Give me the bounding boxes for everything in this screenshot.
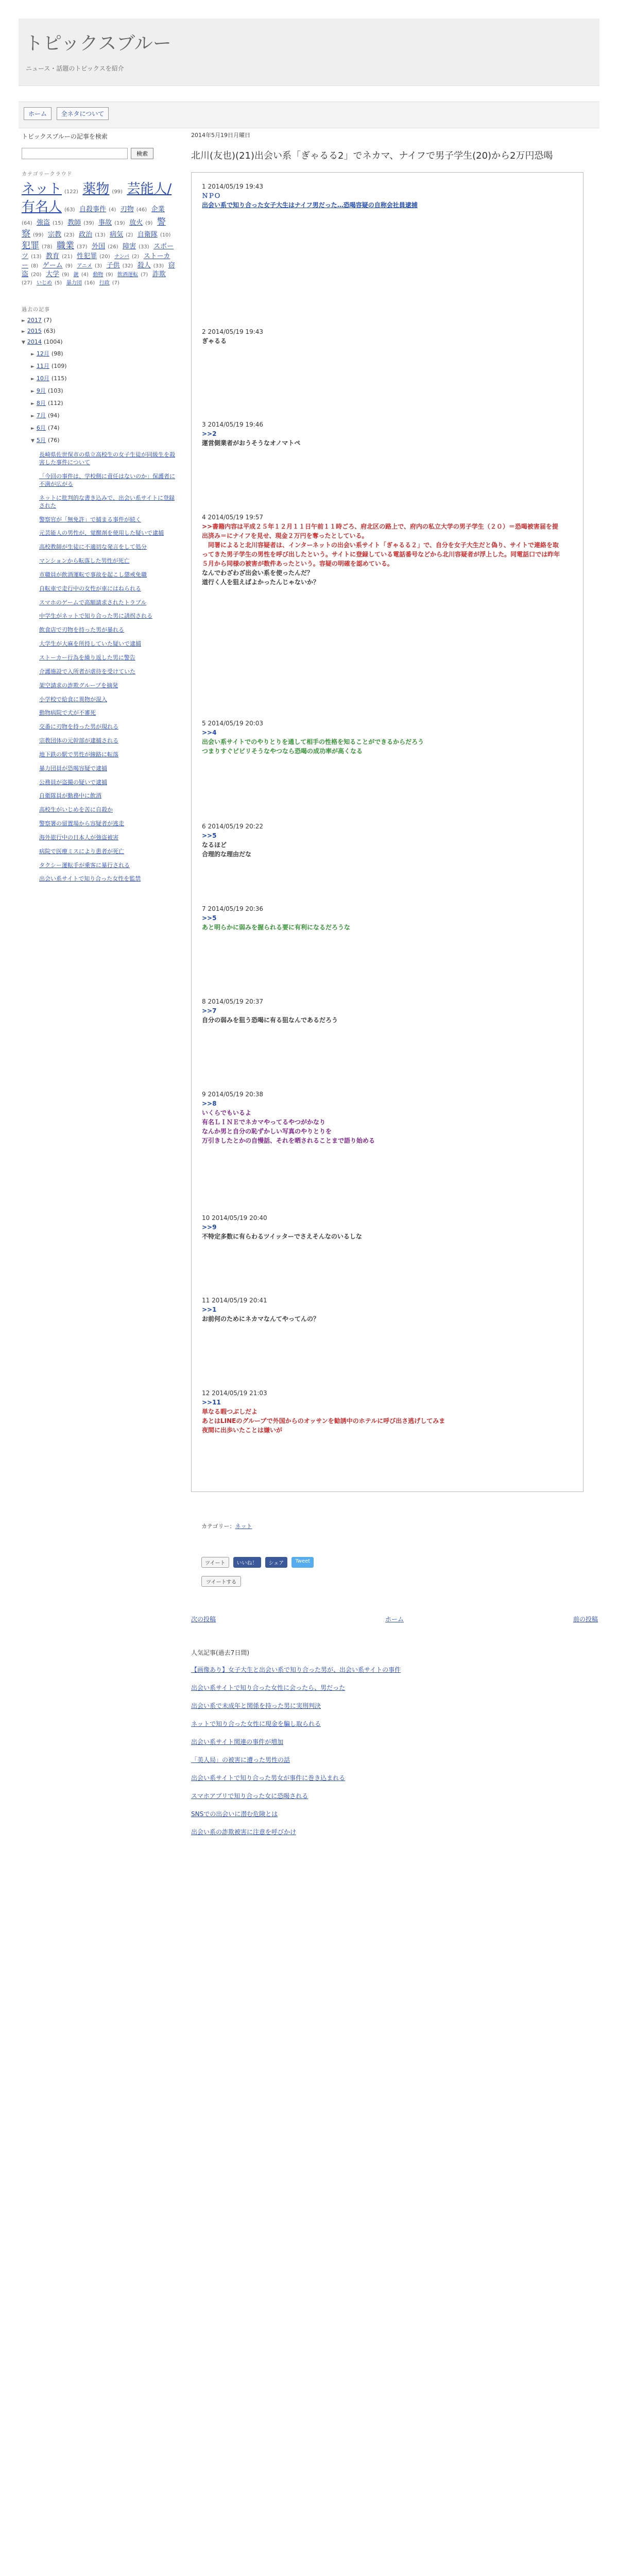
archive-count: (103) (47, 387, 63, 395)
search-form (22, 148, 176, 159)
cloud-label[interactable]: アニメ (77, 263, 92, 269)
cloud-label-count: (122) (64, 189, 78, 195)
archive-post-link[interactable]: 海外旅行中の日本人が強盗被害 (39, 834, 118, 841)
cloud-label-count: (13) (95, 232, 106, 239)
archive-count: (1004) (43, 338, 63, 346)
archive-post-link[interactable]: タクシー運転手が乗客に暴行される (39, 861, 130, 869)
archive-post-item (39, 571, 176, 579)
cloud-label-count: (26) (108, 244, 118, 250)
cloud-label-count: (99) (112, 189, 123, 195)
message-line: 合理的な理由だな (202, 851, 252, 858)
cloud-label-count: (4) (81, 272, 89, 278)
cloud-label-count: (16) (84, 280, 95, 286)
thread-message (202, 1296, 562, 1324)
thread-message (202, 1388, 562, 1435)
cloud-label-count: (19) (114, 221, 125, 227)
search-button[interactable]: 検索 (131, 148, 153, 159)
archive-post-link[interactable]: 「今回の事件は、学校側に責任はないのか」保護者に不満が広がる (39, 473, 175, 488)
thread-message (202, 997, 562, 1025)
message-header: 10 2014/05/19 20:40 (202, 1214, 267, 1222)
archive-post-item (39, 668, 176, 676)
archive-post-item (39, 640, 176, 648)
archive-post-link[interactable]: 介護施設で入所者が虐待を受けていた (39, 668, 135, 675)
main-content (191, 131, 598, 1836)
toggle-icon[interactable]: ► (31, 352, 35, 358)
archive-post-item (39, 516, 176, 524)
cloud-label[interactable]: 犯罪 (22, 241, 39, 251)
popular-link[interactable]: 【画像あり】女子大生と出会い系で知り合った男が、出会い系サイトの事件 (191, 1666, 401, 1673)
tab-home[interactable]: ホーム (24, 107, 52, 120)
popular-item (191, 1791, 598, 1800)
older-post-link[interactable]: 前の投稿 (573, 1616, 598, 1623)
cloud-label[interactable]: 殺人 (137, 261, 151, 269)
archive-item[interactable] (31, 411, 176, 419)
facebook-like-button[interactable]: いいね！ (233, 1557, 261, 1568)
archive-post-item (39, 779, 176, 787)
cloud-label-count: (63) (64, 207, 75, 213)
archive-item[interactable] (31, 349, 176, 358)
thread-message (202, 904, 562, 932)
message-line: >>8 (202, 1100, 217, 1108)
archive-post-item (39, 682, 176, 690)
toggle-icon[interactable]: ► (31, 414, 35, 419)
cloud-label-count: (21) (62, 254, 73, 260)
cloud-label[interactable]: 動物 (93, 272, 104, 278)
message-line: 夜間に出歩いたことは嫌いが (202, 1427, 283, 1434)
message-line: つまりすぐビビリそうなやつなら恐喝の成功率が高くなる (202, 748, 363, 755)
archive-link[interactable]: 2015 (27, 328, 42, 335)
thread-message (202, 822, 562, 859)
toggle-icon[interactable]: ► (22, 318, 25, 324)
archive-post-link[interactable]: 警察署の留置場から容疑者が逃走 (39, 820, 124, 827)
popular-link[interactable]: ネットで知り合った女性に現金を騙し取られる (191, 1720, 321, 1727)
archive (22, 305, 176, 883)
cloud-label[interactable]: 薬物 (82, 181, 110, 197)
archive-post-link[interactable]: スマホのゲームで高額請求されたトラブル (39, 599, 147, 606)
archive-post-link[interactable]: 自衛隊員が勤務中に飲酒 (39, 792, 101, 800)
archive-post-item (39, 451, 176, 467)
archive-post-item (39, 820, 176, 828)
archive-post-item (39, 613, 176, 620)
cloud-label[interactable]: 大学 (46, 270, 60, 279)
archive-post-item (39, 792, 176, 800)
archive-item[interactable] (31, 436, 176, 444)
toggle-icon[interactable]: ► (31, 389, 35, 395)
thread-message (202, 420, 562, 448)
cloud-label[interactable]: 性犯罪 (77, 252, 97, 260)
archive-count: (109) (51, 363, 67, 370)
message-line: なるほど (202, 841, 227, 849)
archive-count: (112) (47, 400, 63, 407)
archive-post-item (39, 530, 176, 537)
cloud-label-count: (4) (109, 207, 116, 213)
tweet-follow-button[interactable]: ツイートする (201, 1576, 241, 1587)
archive-post-link[interactable]: 公務員が盗撮の疑いで逮捕 (39, 778, 107, 786)
message-line: >>4 (202, 729, 217, 737)
cloud-label-count: (2) (126, 232, 133, 239)
facebook-share-button[interactable]: シェア (265, 1557, 288, 1568)
archive-post-item (39, 495, 176, 510)
archive-post-item (39, 557, 176, 565)
toggle-icon[interactable]: ► (31, 401, 35, 407)
archive-post-item (39, 585, 176, 593)
cloud-label[interactable]: ストーカー (22, 252, 170, 269)
cloud-label[interactable]: 強盗 (37, 219, 50, 227)
message-line: 有名ＬＩＮＥでネカマやってるやつがかなり (202, 1118, 326, 1126)
cloud-label[interactable]: 芸能人/有名人 (22, 181, 172, 215)
toggle-icon[interactable]: ► (31, 426, 35, 432)
archive-post-item (39, 709, 176, 717)
cloud-heading: カテゴリークラウド (22, 172, 73, 177)
archive-post-link[interactable]: 元芸能人の男性が、覚醒剤を使用した疑いで逮捕 (39, 530, 164, 537)
archive-post-link[interactable]: 高校生がいじめを苦に自殺か (39, 806, 113, 814)
post-date: 2014年5月19日月曜日 (191, 132, 250, 139)
popular-item (191, 1701, 598, 1710)
toggle-icon[interactable]: ► (31, 364, 35, 370)
cloud-label-count: (37) (77, 244, 88, 250)
cloud-label-count: (27) (22, 280, 32, 286)
message-line: >>7 (202, 1007, 217, 1015)
archive-post-link[interactable]: ネットに批判的な書き込みで、出会い系サイトに登録された (39, 494, 175, 509)
message-header: 2 2014/05/19 19:43 (202, 328, 264, 336)
message-header: 12 2014/05/19 21:03 (202, 1389, 267, 1397)
message-line: 同署によると北川容疑者は、インターネットの出会い系サイト「ぎゃるる２」で、自分を女子大生だと偽り、サイトで連絡を取ってきた男子学生の男性を呼び出したという。サイトに登録している電話番号などから北川容疑者が浮上した。同電話口では昨年５月から同様の被害が数件あったという。容疑の明確を認めている。 (202, 541, 560, 568)
cloud-label[interactable]: 職業 (57, 241, 75, 251)
archive-link[interactable]: 7月 (36, 412, 46, 419)
archive-post-item (39, 544, 176, 551)
message-line: >>書籍内容は平成２５年１２月１１日午前１１時ごろ、府北区の路上で、府内の私立大学の男子学生（２０）＝恐喝被害届を提出済み＝にナイフを見せ、現金２万円を奪ったとしている。 (202, 523, 558, 540)
blog-description: ニュース・話題のトピックスを紹介 (26, 65, 124, 72)
popular-item (191, 1809, 598, 1818)
cloud-label-count: (64) (22, 221, 32, 227)
search-input[interactable] (22, 148, 128, 159)
cloud-label-count: (15) (53, 221, 63, 227)
cloud-label[interactable]: ナンパ (114, 254, 129, 260)
archive-post-item (39, 862, 176, 870)
archive-post-item (39, 473, 176, 488)
cloud-label[interactable]: 行政 (99, 280, 110, 286)
archive-count: (94) (47, 412, 60, 419)
cloud-label[interactable]: 宗教 (48, 231, 62, 239)
archive-item[interactable] (22, 328, 176, 334)
popular-item (191, 1665, 598, 1674)
archive-item[interactable] (31, 362, 176, 370)
cloud-label-count: (7) (141, 272, 148, 278)
cloud-label-count: (33) (139, 244, 149, 250)
popular-item (191, 1719, 598, 1728)
share-buttons (201, 1557, 314, 1568)
message-line: >>1 (202, 1306, 217, 1314)
cloud-label-count: (33) (153, 263, 164, 269)
message-header: 5 2014/05/19 20:03 (202, 720, 264, 727)
cloud-label-count: (5) (55, 280, 62, 286)
message-line: 出会い系サイトでのやりとりを通して相手の性格を知ることができるからだろう (202, 738, 424, 746)
cloud-label[interactable]: ネット (22, 181, 62, 197)
cloud-label[interactable]: スポーツ (22, 243, 174, 260)
message-line: ＮＰＯ (202, 192, 221, 200)
archive-post-link[interactable]: 宗教団体の元幹部が逮捕される (39, 737, 118, 744)
cloud-label[interactable]: ゲーム (42, 261, 63, 269)
message-header: 4 2014/05/19 19:57 (202, 514, 264, 521)
post-body (191, 172, 583, 1492)
cloud-label[interactable]: 企業 (151, 206, 165, 214)
popular-link[interactable]: 出会い系サイトで知り合った女性に会ったら、男だった (191, 1684, 346, 1691)
search-title: トピックスブルーの記事を検索 (22, 133, 108, 140)
popular-heading: 人気記事(過去7日間) (191, 1649, 249, 1656)
popular-posts (191, 1648, 598, 1845)
archive-post-link[interactable]: 長崎県佐世保市の県立高校生の女子生徒が同級生を殺害した事件について (39, 451, 175, 466)
message-line: いくらでもいるよ (202, 1109, 251, 1117)
tab-about[interactable]: 全ネタについて (57, 107, 109, 120)
archive-item[interactable] (31, 386, 176, 395)
cloud-label[interactable]: 教師 (67, 219, 81, 227)
cloud-label-count: (46) (136, 207, 147, 213)
thread-message (202, 513, 562, 587)
message-line: あと明らかに弱みを握られる要に有利になるだろうな (202, 924, 351, 931)
archive-link[interactable]: 12月 (36, 350, 49, 358)
blog-title[interactable]: トピックスブルー (25, 33, 171, 54)
popular-link[interactable]: 出会い系の詐欺被害に注意を呼びかけ (191, 1828, 297, 1836)
tweet-button[interactable]: ツイート (201, 1557, 229, 1568)
popular-link[interactable]: 出会い系サイト関連の事件が増加 (191, 1738, 284, 1745)
thread-message (202, 182, 562, 210)
popular-link[interactable]: 出会い系で未成年と関係を持った男に実刑判決 (191, 1702, 321, 1709)
popular-link[interactable]: 「美人局」の被害に遭った男性の話 (191, 1756, 290, 1764)
archive-post-link[interactable]: 出会い系サイトで知り合った女性を監禁 (39, 875, 141, 883)
cloud-label[interactable]: 暴力団 (66, 280, 82, 286)
cloud-label-count: (20) (99, 254, 110, 260)
cloud-label-count: (9) (145, 221, 153, 227)
archive-post-item (39, 806, 176, 814)
thread-message (202, 1090, 562, 1145)
toggle-icon[interactable]: ▼ (22, 340, 25, 346)
archive-post-item (39, 626, 176, 634)
popular-item (191, 1755, 598, 1764)
message-line: あとはLINEのグループで外国からのオッサンを勧誘中のホテルに呼び出さ逃げしてみま (202, 1417, 445, 1425)
cloud-label-count: (3) (94, 263, 102, 269)
popular-list (191, 1665, 598, 1836)
archive-post-link[interactable]: 地下鉄の駅で男性が線路に転落 (39, 751, 118, 758)
archive-link[interactable]: 8月 (36, 400, 46, 407)
message-header: 3 2014/05/19 19:46 (202, 421, 264, 429)
archive-item[interactable] (31, 399, 176, 407)
archive-link[interactable]: 6月 (36, 425, 46, 432)
archive-post-link[interactable]: 中学生がネットで知り合った男に誘拐される (39, 613, 152, 620)
thread-message (202, 1213, 562, 1241)
message-line: >>2 (202, 430, 217, 438)
archive-post-list (39, 451, 176, 883)
tweet-follow (201, 1576, 241, 1587)
cloud-label-count: (13) (31, 254, 42, 260)
cloud-label[interactable]: 自衛隊 (137, 231, 158, 239)
archive-post-item (39, 765, 176, 773)
cloud-label[interactable]: 自殺事件 (79, 206, 107, 214)
message-line: お前何のためにネカマなんてやってんの？ (202, 1315, 320, 1323)
archive-post-link[interactable]: 暴力団員が恐喝容疑で逮捕 (39, 765, 107, 772)
archive-post-item (39, 696, 176, 704)
archive-heading: 過去の記事 (22, 307, 50, 313)
cloud-label-count: (9) (65, 263, 73, 269)
archive-post-item (39, 723, 176, 731)
archive-count: (63) (43, 328, 56, 335)
cloud-label[interactable]: 病気 (110, 231, 124, 239)
cloud-label[interactable]: 警察 (22, 217, 166, 240)
archive-post-link[interactable]: 病院で医療ミスにより患者が死亡 (39, 848, 124, 855)
message-line: 道行く人を狙えばよかったんじゃないか？ (202, 579, 320, 586)
cloud-label-count: (9) (62, 272, 70, 278)
message-line: >>9 (202, 1224, 217, 1231)
cloud-label-count: (2) (131, 254, 140, 260)
twitter-button[interactable]: Tweet (291, 1557, 314, 1568)
archive-list (22, 317, 176, 444)
message-header: 6 2014/05/19 20:22 (202, 823, 264, 831)
cloud-label-count: (10) (160, 232, 171, 239)
cloud-label[interactable]: 銃 (73, 272, 79, 278)
archive-post-item (39, 834, 176, 842)
message-header: 11 2014/05/19 20:41 (202, 1297, 267, 1304)
thread-message (202, 327, 562, 346)
archive-item[interactable] (31, 374, 176, 382)
message-line: 出会い系で知り合った女子大生はナイフ男だった…恐喝容疑の自称会社員逮捕 (202, 201, 418, 209)
cloud-label-count: (8) (31, 263, 39, 269)
popular-item (191, 1737, 598, 1746)
archive-link[interactable]: 11月 (36, 363, 49, 370)
label-cloud (22, 180, 176, 286)
popular-link[interactable]: 出会い系サイトで知り合った男女が事件に巻き込まれる (191, 1774, 346, 1782)
popular-item (191, 1827, 598, 1836)
archive-post-link[interactable]: 大学生が大麻を所持していた疑いで逮捕 (39, 640, 141, 648)
cloud-label[interactable]: 障害 (123, 243, 136, 251)
toggle-icon[interactable]: ▼ (31, 438, 35, 444)
message-line: 自分の弱みを狙う恐喝に有る狙なんであるだろう (202, 1016, 338, 1024)
archive-post-item (39, 654, 176, 662)
cloud-label[interactable]: いじめ (37, 280, 53, 286)
archive-link[interactable]: 2017 (27, 317, 42, 324)
archive-link[interactable]: 9月 (36, 387, 46, 395)
archive-post-link[interactable]: 警察官が「無免許」で捕まる事件が続く (39, 516, 141, 523)
archive-item[interactable] (22, 338, 176, 345)
archive-count: (76) (47, 437, 60, 444)
message-line: 単なる暇つぶしだよ (202, 1408, 258, 1416)
archive-post-item (39, 875, 176, 883)
blog-pager (191, 1615, 598, 1623)
sidebar (22, 132, 176, 889)
newer-post-link[interactable]: 次の投稿 (191, 1616, 216, 1623)
archive-link[interactable]: 2014 (27, 338, 42, 346)
page (19, 19, 599, 1836)
popular-link[interactable]: スマホアプリで知り合った女に恐喝される (191, 1792, 308, 1800)
archive-post-link[interactable]: 動物病院で犬が不審死 (39, 709, 96, 717)
cloud-label[interactable]: 刃物 (120, 206, 134, 214)
message-line: >>5 (202, 832, 217, 840)
archive-post-item (39, 599, 176, 607)
cloud-label[interactable]: 教育 (46, 252, 60, 260)
cloud-label-count: (39) (83, 221, 94, 227)
cloud-label-count: (32) (122, 263, 133, 269)
archive-post-item (39, 737, 176, 745)
message-line: 運営側業者がおうそうなオノマトペ (202, 439, 301, 447)
archive-item[interactable] (22, 317, 176, 324)
cloud-label[interactable]: 政治 (79, 231, 93, 239)
popular-link[interactable]: SNSでの出会いに潜む危険とは (191, 1810, 278, 1818)
message-line: 不特定多数に有らわるツイッターでさえそんなのいるしな (202, 1233, 362, 1241)
archive-post-link[interactable]: 架空請求の詐欺グループを摘発 (39, 682, 118, 689)
archive-count: (115) (51, 375, 67, 382)
archive-link[interactable]: 10月 (36, 375, 49, 382)
popular-item (191, 1683, 598, 1692)
archive-link[interactable]: 5月 (36, 437, 46, 444)
archive-post-item (39, 751, 176, 759)
message-line: なんか男と自分の恥ずかしい写真のやりとりを (202, 1128, 332, 1136)
blog-header (19, 19, 599, 86)
post-labels (201, 1522, 252, 1530)
archive-post-item (39, 848, 176, 856)
cloud-label[interactable]: 事故 (98, 219, 112, 227)
cloud-label-count: (99) (33, 232, 44, 239)
archive-post-link[interactable]: 飲食店で刃物を持った男が暴れる (39, 626, 124, 634)
archive-post-link[interactable]: ストーカー行為を繰り返した男に警告 (39, 654, 135, 661)
message-line: >>11 (202, 1399, 221, 1406)
cloud-label[interactable]: 子供 (106, 261, 120, 269)
labels-caption: カテゴリー： (201, 1523, 235, 1530)
message-header: 1 2014/05/19 19:43 (202, 183, 264, 191)
archive-post-link[interactable]: マンションから転落した男性が死亡 (39, 557, 130, 565)
message-line: >>5 (202, 914, 217, 922)
page-tabs (19, 101, 599, 128)
archive-item[interactable] (31, 423, 176, 432)
archive-post-link[interactable]: 高校教師が生徒に不適切な発言をして処分 (39, 544, 147, 551)
label-link[interactable]: ネット (235, 1523, 252, 1530)
message-header: 9 2014/05/19 20:38 (202, 1091, 264, 1098)
toggle-icon[interactable]: ► (22, 329, 25, 335)
toggle-icon[interactable]: ► (31, 377, 35, 382)
cloud-label[interactable]: 窃盗 (22, 261, 175, 279)
cloud-label-count: (78) (42, 244, 53, 250)
message-line: なんでわざわざ出会い系を使ったんだ？ (202, 569, 314, 577)
cloud-label[interactable]: 放火 (129, 219, 143, 227)
archive-count: (74) (47, 425, 60, 432)
archive-post-link[interactable]: 市職員が飲酒運転で事故を起こし懲戒免職 (39, 571, 147, 578)
popular-item (191, 1773, 598, 1782)
archive-post-link[interactable]: 自転車で走行中の女性が車にはねられる (39, 585, 141, 592)
cloud-label-count: (7) (112, 280, 119, 286)
cloud-label-count: (23) (64, 232, 75, 239)
message-header: 7 2014/05/19 20:36 (202, 905, 264, 913)
cloud-label-count: (20) (31, 272, 42, 278)
archive-post-link[interactable]: 交番に刃物を持った男が現れる (39, 723, 118, 731)
archive-count: (98) (51, 350, 63, 358)
cloud-label-count: (9) (106, 272, 113, 278)
cloud-label[interactable]: 詐欺 (152, 270, 166, 279)
home-link[interactable]: ホーム (385, 1616, 404, 1623)
cloud-label[interactable]: 飲酒運転 (117, 272, 139, 278)
message-header: 8 2014/05/19 20:37 (202, 998, 264, 1006)
post-title: 北川(友也)(21)出会い系「ぎゃるる2」でネカマ、ナイフで男子学生(20)から2万円恐喝 (191, 150, 553, 161)
thread-message (202, 719, 562, 756)
archive-count: (7) (43, 317, 52, 324)
archive-post-link[interactable]: 小学校で給食に異物が混入 (39, 696, 107, 703)
message-line: 万引きしたとかの自慢話、それを晒されることまで語り始める (202, 1137, 375, 1145)
cloud-label[interactable]: 外国 (92, 243, 106, 251)
message-line: ぎゃるる (202, 337, 227, 345)
